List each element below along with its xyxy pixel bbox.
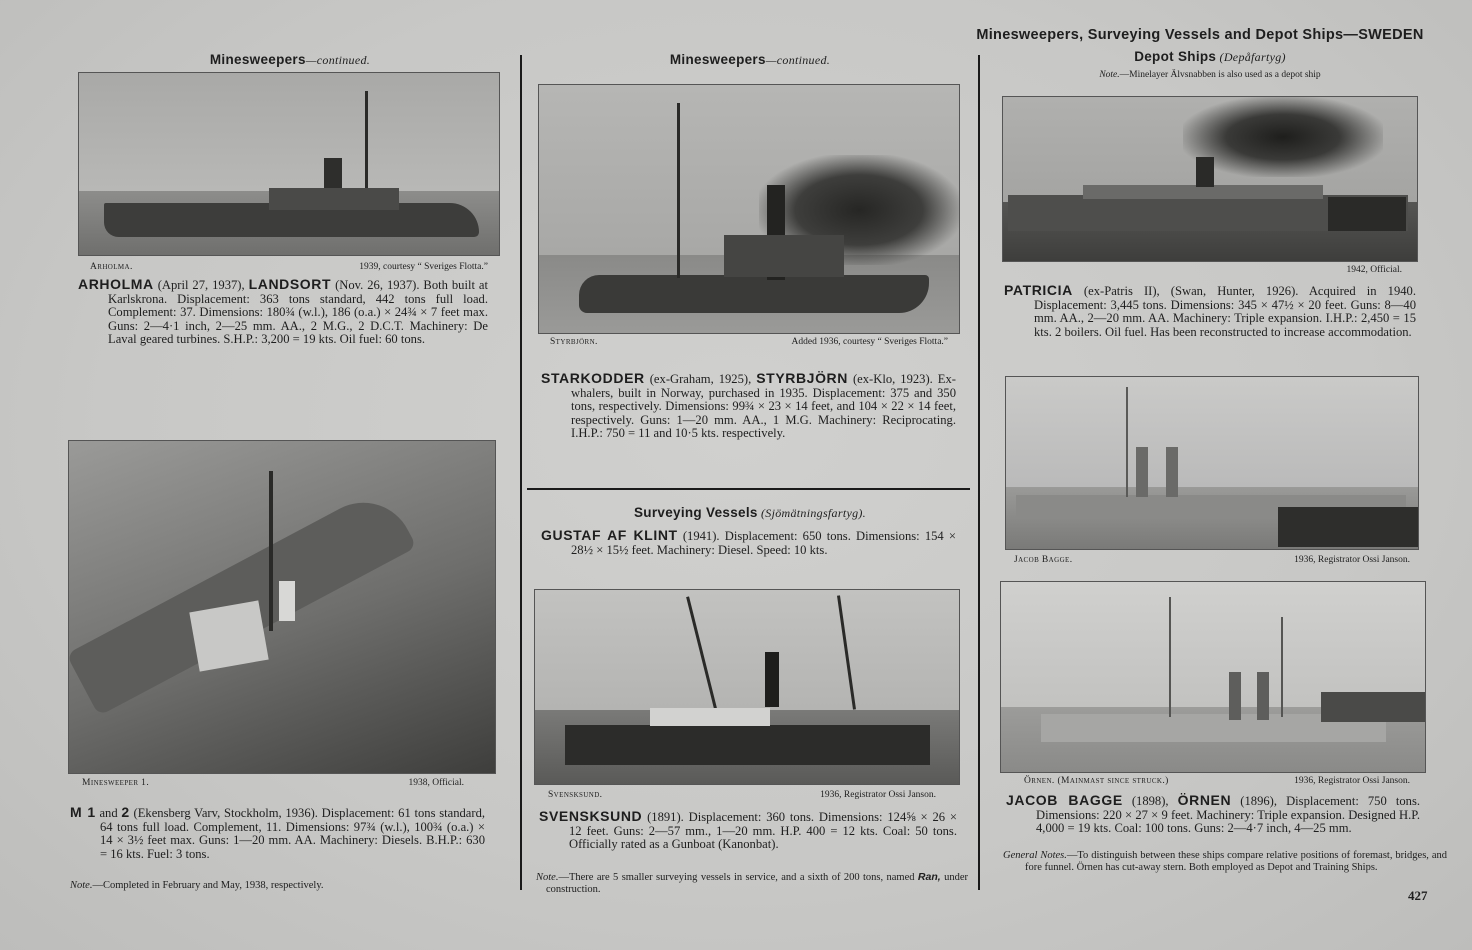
photo-arholma	[78, 72, 500, 256]
caption-svensksund: Svensksund. 1936, Registrator Ossi Janson.	[548, 790, 936, 800]
entry-jacob-bagge-ornen: JACOB BAGGE (1898), ÖRNEN (1896), Displacement: 750 tons. Dimensions: 220 × 27 × 9 feet. Machinery: Triple expansion. Designed H.P. 4,000 = 19 kts. Coal: 100 tons. Guns: 2—4·7 inch, 4—25 mm.	[1006, 792, 1420, 836]
depot-ships-note: Note.—Minelayer Älvsnabben is also used as a depot ship	[1099, 70, 1321, 80]
surveying-vessels-header: Surveying Vessels (Sjömätningsfartyg).	[634, 505, 866, 520]
general-notes: General Notes.—To distinguish between these ships compare relative positions of foremast, bridges, and fore funnel. Örnen has cut-away stern. Both employed as Depot and Training Ships.	[1003, 850, 1447, 873]
caption-ornen: Örnen. (Mainmast since struck.) 1936, Registrator Ossi Janson.	[1024, 776, 1410, 786]
photo-styrbjorn	[538, 84, 960, 334]
column-divider-left	[520, 55, 522, 890]
note-surveying-vessels: Note.—There are 5 smaller surveying vessels in service, and a sixth of 200 tons, named Ran, under construction.	[536, 871, 968, 895]
running-head: Minesweepers, Surveying Vessels and Depot Ships—SWEDEN	[976, 27, 1424, 43]
photo-jacob-bagge	[1005, 376, 1419, 550]
entry-svensksund: SVENSKSUND (1891). Displacement: 360 tons. Dimensions: 124⅝ × 26 × 12 feet. Guns: 2—57 mm., 1—20 mm. H.P. 400 = 12 kts. Coal: 50 tons. Officially rated as a Gunboat (Kanonbat).	[539, 808, 957, 852]
entry-starkodder-styrbjorn: STARKODDER (ex-Graham, 1925), STYRBJÖRN (ex-Klo, 1923). Ex-whalers, built in Norway, purchased in 1935. Displacement: 375 and 350 tons, respectively. Dimensions: 99¾ × 23 × 14 feet, and 104 × 22 × 14 feet, respectively. Guns: 1—20 mm. AA., 1 M.G. Machinery: Reciprocating. I.H.P.: 750 = 11 and 10·5 kts. respectively.	[541, 370, 956, 441]
right-column-header: Depot Ships (Depåfartyg)	[1134, 49, 1286, 64]
photo-patricia	[1002, 96, 1418, 262]
photo-minesweeper-1	[68, 440, 496, 774]
column-divider-right	[978, 55, 980, 890]
entry-m1-m2: M 1 and 2 (Ekensberg Varv, Stockholm, 1936). Displacement: 61 tons standard, 64 tons full load. Complement, 11. Dimensions: 97¾ (w.l.), 100¾ (o.a.) × 14 × 3½ feet max. Guns: 1—20 mm. AA. Machinery: Diesels. B.H.P.: 630 = 16 kts. Fuel: 3 tons.	[70, 804, 486, 861]
note-m1-m2: Note.—Completed in February and May, 1938, respectively.	[70, 880, 324, 891]
left-column-header: Minesweepers—continued.	[209, 52, 371, 67]
photo-svensksund	[534, 589, 960, 785]
caption-arholma: Arholma. 1939, courtesy “ Sveriges Flotta.”	[90, 262, 488, 272]
caption-jacob-bagge: Jacob Bagge. 1936, Registrator Ossi Janson.	[1014, 555, 1410, 565]
caption-styrbjorn: Styrbjörn. Added 1936, courtesy “ Sveriges Flotta.”	[550, 337, 948, 347]
entry-arholma-landsort: ARHOLMA (April 27, 1937), LANDSORT (Nov. 26, 1937). Both built at Karlskrona. Displacement: 363 tons standard, 442 tons full load. Complement: 37. Dimensions: 180¾ (w.l.), 186 (o.a.) × 24¾ × 7 feet max. Guns: 2—4·1 inch, 2—25 mm. AA., 2 M.G., 2 D.C.T. Machinery: De Laval geared turbines. S.H.P.: 3,200 = 19 kts. Oil fuel: 60 tons.	[78, 276, 488, 347]
middle-column-header: Minesweepers—continued.	[669, 52, 831, 67]
photo-ornen	[1000, 581, 1426, 773]
page-number: 427	[1408, 888, 1428, 903]
entry-gustaf-af-klint: GUSTAF AF KLINT (1941). Displacement: 650 tons. Dimensions: 154 × 28½ × 15½ feet. Machinery: Diesel. Speed: 10 kts.	[541, 527, 956, 557]
section-divider	[527, 488, 970, 490]
entry-patricia: PATRICIA (ex-Patris II), (Swan, Hunter, 1926). Acquired in 1940. Displacement: 3,445 tons. Dimensions: 345 × 47½ × 20 feet. Guns: 8—40 mm. AA., 2—20 mm. AA. Machinery: Triple expansion. I.H.P.: 2,450 = 15 kts. 2 boilers. Oil fuel. Has been reconstructed to increase accommodation.	[1004, 282, 1416, 339]
caption-patricia: 1942, Official.	[1346, 265, 1402, 275]
caption-minesweeper-1: Minesweeper 1. 1938, Official.	[82, 778, 464, 788]
